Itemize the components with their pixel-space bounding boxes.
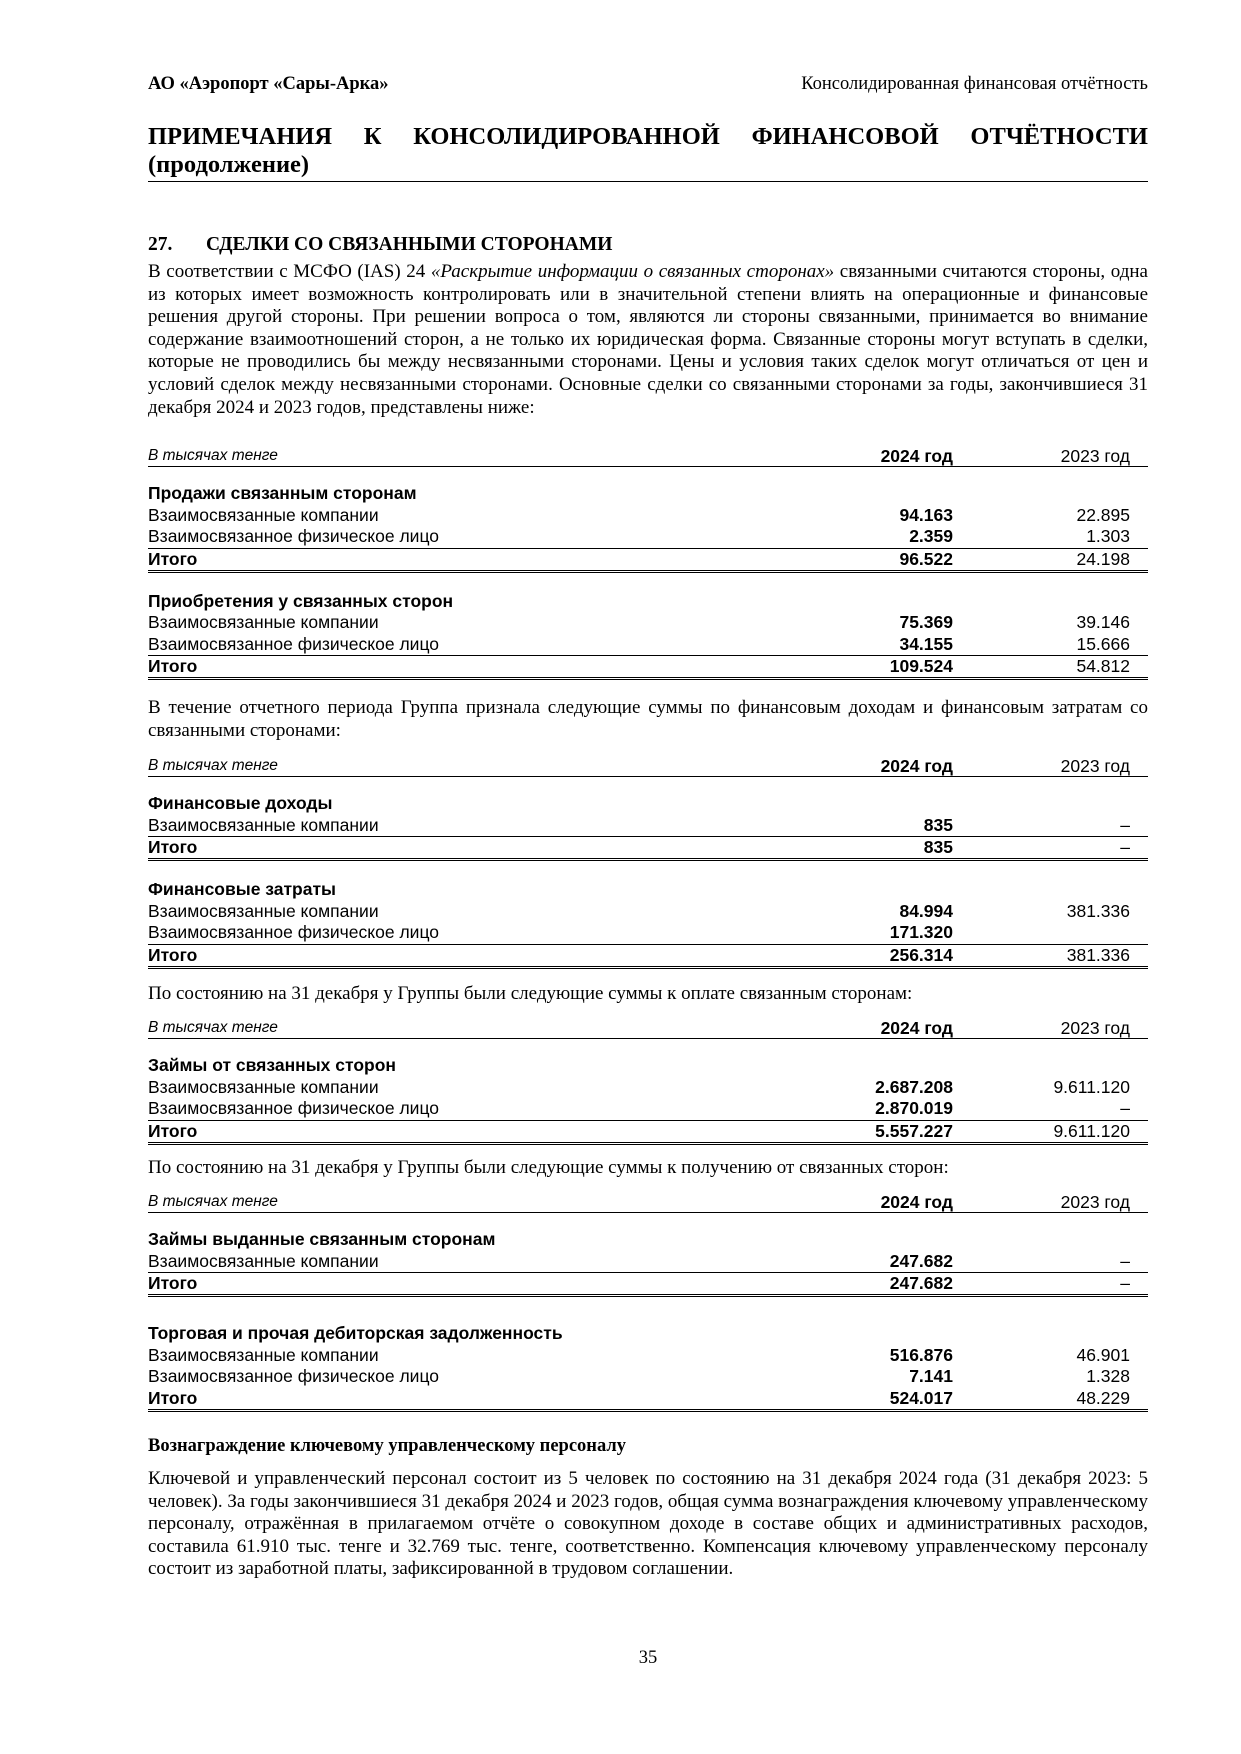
table-header-row bbox=[148, 444, 1148, 467]
value-2024: 7.141 bbox=[909, 1366, 953, 1386]
value-2023: 381.336 bbox=[1066, 900, 1130, 921]
value-2024: 171.320 bbox=[889, 922, 953, 942]
value-2023: – bbox=[1120, 814, 1130, 835]
value-2024: 34.155 bbox=[899, 633, 953, 654]
table-row bbox=[148, 1251, 1148, 1273]
col-2024-header: 2024 год bbox=[880, 1018, 953, 1038]
row-label: Взаимосвязанные компании bbox=[148, 1344, 379, 1365]
total-label: Итого bbox=[148, 1387, 198, 1408]
unit-label: В тысячах тенге bbox=[148, 447, 278, 464]
row-label: Взаимосвязанные компании bbox=[148, 1076, 379, 1097]
company-name: АО «Аэропорт «Сары-Арка» bbox=[148, 74, 389, 94]
intro-text-cont: связанными считаются стороны, одна из которых имеет возможность контролировать или в значительной степени влиять на операционные и финансовые решения другой стороны. При решении вопроса о том, являются ли стороны связанными, принимается во внимание содержание взаимоотношений сторон, а не только их юридическая форма. Связанные стороны могут вступать в сделки, которые не проводились бы между несвязанными сторонами. Цены и условия таких сделок могут отличаться от цен и условий сделок между несвязанными сторонами. Основные сделки со связанными сторонами за годы, закончившиеся 31 декабря 2024 и 2023 годов, представлены ниже: bbox=[148, 261, 1148, 418]
col-2024-header: 2024 год bbox=[880, 446, 953, 466]
group-title: Приобретения у связанных сторон bbox=[148, 590, 454, 611]
value-2023: 1.303 bbox=[1086, 526, 1130, 546]
col-2023-header: 2023 год bbox=[1060, 446, 1130, 466]
total-row bbox=[148, 1120, 1148, 1145]
total-2024: 5.557.227 bbox=[875, 1120, 953, 1141]
group-title: Финансовые затраты bbox=[148, 879, 336, 899]
total-label: Итого bbox=[148, 837, 198, 857]
page-title bbox=[148, 123, 1148, 179]
value-2024: 247.682 bbox=[889, 1250, 953, 1271]
receivable-intro-paragraph: По состоянию на 31 декабря у Группы были следующие суммы к получению от связанных сторон: bbox=[148, 1157, 949, 1178]
intro-paragraph bbox=[148, 261, 1148, 419]
section-number: 27. bbox=[148, 234, 173, 255]
total-row bbox=[148, 944, 1148, 969]
group-title: Торговая и прочая дебиторская задолженность bbox=[148, 1323, 563, 1343]
value-2024: 835 bbox=[923, 814, 953, 835]
value-2023: 46.901 bbox=[1076, 1344, 1130, 1365]
total-2024: 835 bbox=[923, 837, 953, 857]
value-2024: 516.876 bbox=[889, 1344, 953, 1365]
compensation-heading: Вознаграждение ключевому управленческому персоналу bbox=[148, 1436, 627, 1456]
total-label: Итого bbox=[148, 1273, 198, 1293]
total-2023: – bbox=[1120, 837, 1130, 857]
row-label: Взаимосвязанное физическое лицо bbox=[148, 526, 440, 546]
finance-intro-paragraph: В течение отчетного периода Группа признала следующие суммы по финансовым доходам и финансовым затратам со связанными сторонами: bbox=[148, 697, 1148, 741]
total-2024: 524.017 bbox=[889, 1387, 953, 1408]
table-row bbox=[148, 526, 1148, 548]
value-2023: 9.611.120 bbox=[1053, 1076, 1130, 1097]
table-row bbox=[148, 1345, 1148, 1367]
title-word: ОТЧЁТНОСТИ bbox=[970, 123, 1148, 150]
total-2023: 54.812 bbox=[1076, 656, 1130, 676]
col-2024-header: 2024 год bbox=[880, 1192, 953, 1212]
value-2023: – bbox=[1120, 1098, 1130, 1118]
title-word: К bbox=[363, 123, 382, 150]
table-header-row bbox=[148, 1016, 1148, 1039]
row-label: Взаимосвязанные компании bbox=[148, 1250, 379, 1271]
value-2024: 2.870.019 bbox=[875, 1098, 953, 1118]
col-2023-header: 2023 год bbox=[1060, 1018, 1130, 1038]
total-row bbox=[148, 655, 1148, 680]
value-2023: 22.895 bbox=[1076, 504, 1130, 525]
page-number: 35 bbox=[638, 1648, 658, 1668]
total-row bbox=[148, 836, 1148, 861]
col-2023-header: 2023 год bbox=[1060, 1192, 1130, 1212]
table-row bbox=[148, 1077, 1148, 1099]
standard-name: «Раскрытие информации о связанных сторонах» bbox=[430, 261, 835, 282]
total-2024: 247.682 bbox=[889, 1273, 953, 1293]
row-label: Взаимосвязанное физическое лицо bbox=[148, 922, 440, 942]
value-2024: 84.994 bbox=[899, 900, 953, 921]
group-title: Займы от связанных сторон bbox=[148, 1055, 396, 1075]
total-2024: 96.522 bbox=[899, 548, 953, 569]
row-label: Взаимосвязанное физическое лицо bbox=[148, 633, 440, 654]
row-label: Взаимосвязанные компании bbox=[148, 900, 379, 921]
total-label: Итого bbox=[148, 656, 198, 676]
group-title: Займы выданные связанным сторонам bbox=[148, 1229, 496, 1249]
table-receivables bbox=[148, 1190, 1148, 1412]
total-row bbox=[148, 548, 1148, 573]
unit-label: В тысячах тенге bbox=[148, 1019, 278, 1036]
page-title-line1 bbox=[148, 123, 1148, 151]
title-word: ФИНАНСОВОЙ bbox=[751, 123, 939, 150]
title-word: ПРИМЕЧАНИЯ bbox=[148, 123, 333, 150]
table-header-row bbox=[148, 754, 1148, 777]
total-2023: 9.611.120 bbox=[1053, 1120, 1130, 1141]
value-2023: 15.666 bbox=[1076, 633, 1130, 654]
unit-label: В тысячах тенге bbox=[148, 1193, 278, 1210]
total-2023: 48.229 bbox=[1076, 1387, 1130, 1408]
total-2023: – bbox=[1120, 1273, 1130, 1293]
value-2024: 2.687.208 bbox=[875, 1076, 953, 1097]
col-2024-header: 2024 год bbox=[880, 756, 953, 776]
value-2023: 1.328 bbox=[1086, 1366, 1130, 1386]
table-header-row bbox=[148, 1190, 1148, 1213]
table-row bbox=[148, 815, 1148, 837]
total-row bbox=[148, 1272, 1148, 1297]
table-row bbox=[148, 922, 1148, 944]
total-2023: 381.336 bbox=[1066, 944, 1130, 965]
value-2024: 2.359 bbox=[909, 526, 953, 546]
value-2024: 94.163 bbox=[899, 504, 953, 525]
row-label: Взаимосвязанные компании bbox=[148, 814, 379, 835]
total-2024: 256.314 bbox=[889, 944, 953, 965]
intro-text: В соответствии с МСФО (IAS) 24 bbox=[148, 261, 431, 282]
table-payables bbox=[148, 1016, 1148, 1145]
table-row bbox=[148, 634, 1148, 656]
col-2023-header: 2023 год bbox=[1060, 756, 1130, 776]
total-label: Итого bbox=[148, 548, 198, 569]
row-label: Взаимосвязанные компании bbox=[148, 504, 379, 525]
group-title: Финансовые доходы bbox=[148, 793, 333, 813]
value-2024: 75.369 bbox=[899, 612, 953, 632]
total-2023: 24.198 bbox=[1076, 548, 1130, 569]
compensation-paragraph: Ключевой и управленческий персонал состоит из 5 человек по состоянию на 31 декабря 2024 года (31 декабря 2023: 5 человек). За годы закончившиеся 31 декабря 2024 и 2023 годов, общая сумма вознаграждения ключевому управленческому персоналу, отражённая в прилагаемом отчёте о совокупном доходе в составе общих и административных расходов, составила 61.910 тыс. тенге и 32.769 тыс. тенге, соответственно. Компенсация ключевому управленческому персоналу состоит из заработной платы, зафиксированной в трудовом соглашении. bbox=[148, 1468, 1149, 1580]
table-row bbox=[148, 901, 1148, 923]
table-row bbox=[148, 612, 1148, 634]
row-label: Взаимосвязанное физическое лицо bbox=[148, 1366, 440, 1386]
row-label: Взаимосвязанное физическое лицо bbox=[148, 1098, 440, 1118]
total-label: Итого bbox=[148, 1120, 198, 1141]
title-word: КОНСОЛИДИРОВАННОЙ bbox=[413, 123, 720, 150]
total-row bbox=[148, 1388, 1148, 1413]
title-divider bbox=[148, 181, 1148, 182]
table-finance bbox=[148, 754, 1148, 969]
page-header bbox=[148, 74, 1148, 98]
total-2024: 109.524 bbox=[889, 656, 953, 676]
document-name: Консолидированная финансовая отчётность bbox=[801, 74, 1148, 94]
section-heading bbox=[148, 234, 612, 256]
total-label: Итого bbox=[148, 944, 198, 965]
value-2023: – bbox=[1120, 1250, 1130, 1271]
row-label: Взаимосвязанные компании bbox=[148, 612, 379, 632]
value-2023: 39.146 bbox=[1076, 612, 1130, 632]
table-row bbox=[148, 1098, 1148, 1120]
section-title: СДЕЛКИ СО СВЯЗАННЫМИ СТОРОНАМИ bbox=[206, 234, 613, 255]
table-sales-purchases bbox=[148, 444, 1148, 680]
table-row bbox=[148, 505, 1148, 527]
page-title-line2: (продолжение) bbox=[148, 151, 310, 178]
group-title: Продажи связанным сторонам bbox=[148, 483, 417, 503]
unit-label: В тысячах тенге bbox=[148, 757, 278, 774]
payable-intro-paragraph: По состоянию на 31 декабря у Группы были следующие суммы к оплате связанным сторонам: bbox=[148, 983, 913, 1004]
table-row bbox=[148, 1366, 1148, 1388]
